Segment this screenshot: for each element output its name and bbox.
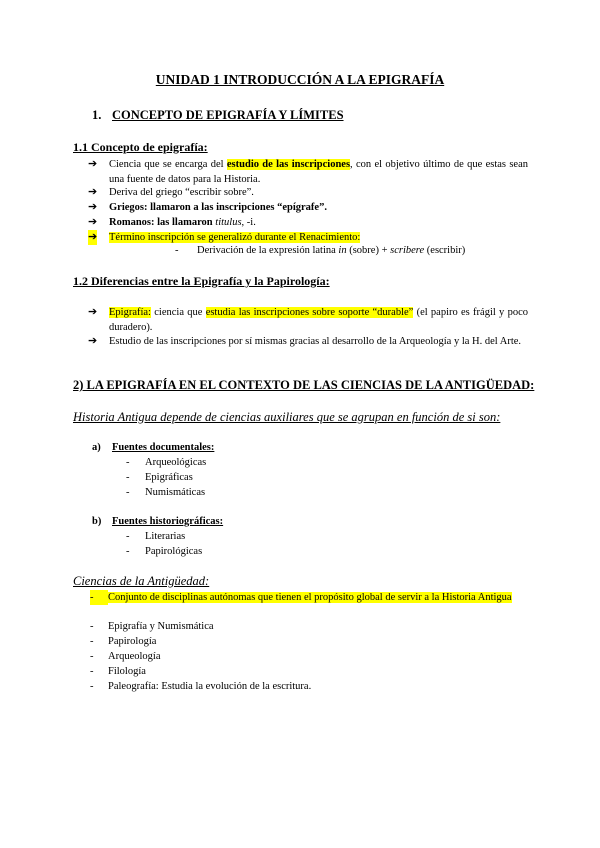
derivation-item [175, 245, 465, 256]
text-span: Derivación de la expresión latina [197, 245, 339, 256]
arrow-icon: ➔ [88, 216, 98, 228]
bullet-text [109, 215, 528, 230]
text-span: , con el objetivo último de que estas sean una fuente de datos para la Historia. [109, 159, 528, 185]
list-letter: b) [92, 516, 102, 527]
bullet-text [109, 230, 528, 245]
group-label: Fuentes documentales: [112, 442, 215, 453]
bullet-text: Estudio de las inscripciones por sí mismas gracias al desarrollo de la Arqueología y la H. del Arte. [109, 336, 522, 347]
item-text: Papirológicas [145, 546, 203, 557]
arrow-icon: ➔ [88, 335, 98, 347]
highlighted-text: estudio de las inscripciones [226, 159, 351, 170]
item-text: Epigráficas [145, 472, 193, 483]
list-item [126, 546, 202, 557]
bullet-text [109, 200, 528, 215]
text-span: ciencia que [150, 307, 206, 318]
subsection-1-1-heading: 1.1 Concepto de epigrafía: [73, 140, 208, 154]
highlighted-text: Epigrafía: [109, 307, 151, 318]
text-span: (el papiro es frágil y poco duradero). [109, 307, 528, 333]
arrow-icon: ➔ [88, 306, 98, 318]
dash-marker: - [90, 636, 94, 647]
dash-marker: - [126, 487, 130, 498]
text-span: titulus [212, 217, 242, 228]
text-span: Romanos: las llamaron [109, 217, 213, 228]
highlighted-text: Término inscripción se generalizó durante el Renacimiento: [109, 232, 361, 243]
bullet-text: Deriva del griego “escribir sobre”. [109, 187, 254, 198]
highlighted-text: estudia las inscripciones sobre soporte “durable” [205, 307, 414, 318]
dash-marker: - [90, 666, 94, 677]
item-text: Numismáticas [145, 487, 206, 498]
item-text: Arqueología [108, 651, 161, 662]
group-b-heading [92, 516, 223, 527]
section-1-number: 1. [92, 108, 102, 122]
dash-marker: - [126, 472, 130, 483]
group-a-heading [92, 442, 214, 453]
dash-marker: - [126, 531, 130, 542]
item-text: Papirología [108, 636, 157, 647]
item-text: Filología [108, 666, 146, 677]
item-text: Arqueológicas [145, 457, 207, 468]
text-span: Ciencia que se encarga del [109, 159, 227, 170]
group-label: Fuentes historiográficas: [112, 516, 224, 527]
dash-marker: - [90, 621, 94, 632]
dash-marker: - [90, 681, 94, 692]
text-span: (escribir) [424, 245, 466, 256]
subsection-1-2-heading: 1.2 Diferencias entre la Epigrafía y la Papirología: [73, 274, 330, 288]
item-text [108, 590, 528, 605]
bullet-text [109, 305, 528, 335]
text-span: Griegos: llamaron a las inscripciones “epígrafe”. [109, 202, 327, 213]
dash-marker: - [126, 457, 130, 468]
list-item [126, 487, 205, 498]
section-1-title: CONCEPTO DE EPIGRAFÍA Y LÍMITES [112, 108, 344, 122]
list-item [126, 531, 185, 542]
item-text: Epigrafía y Numismática [108, 621, 214, 632]
dash-marker: - [90, 651, 94, 662]
ciencias-heading: Ciencias de la Antigüedad: [73, 574, 210, 588]
section-2-intro: Historia Antigua depende de ciencias auxiliares que se agrupan en función de si son: [73, 410, 501, 424]
arrow-icon: ➔ [88, 201, 98, 213]
dash-marker: - [90, 590, 108, 605]
list-letter: a) [92, 442, 101, 453]
text-span: , -i. [241, 217, 256, 228]
text-span: in [338, 245, 347, 256]
list-item [126, 472, 193, 483]
item-text: Literarias [145, 531, 186, 542]
bullet-text [109, 157, 528, 187]
dash-marker: - [126, 546, 130, 557]
section-1-heading [92, 108, 344, 123]
highlighted-text: Conjunto de disciplinas autónomas que tienen el propósito global de servir a la Historia Antigua [108, 592, 512, 603]
arrow-icon: ➔ [88, 158, 98, 170]
text-span: (sobre) + [346, 245, 391, 256]
arrow-icon: ➔ [88, 186, 98, 198]
document-title: UNIDAD 1 INTRODUCCIÓN A LA EPIGRAFÍA [155, 72, 445, 87]
list-item [126, 457, 206, 468]
section-2-heading: 2) LA EPIGRAFÍA EN EL CONTEXTO DE LAS CIENCIAS DE LA ANTIGÜEDAD: [73, 378, 535, 392]
arrow-icon: ➔ [88, 231, 98, 243]
text-span: scribere [390, 245, 425, 256]
dash-marker: - [175, 245, 179, 256]
item-text: Paleografía: Estudia la evolución de la escritura. [108, 681, 312, 692]
